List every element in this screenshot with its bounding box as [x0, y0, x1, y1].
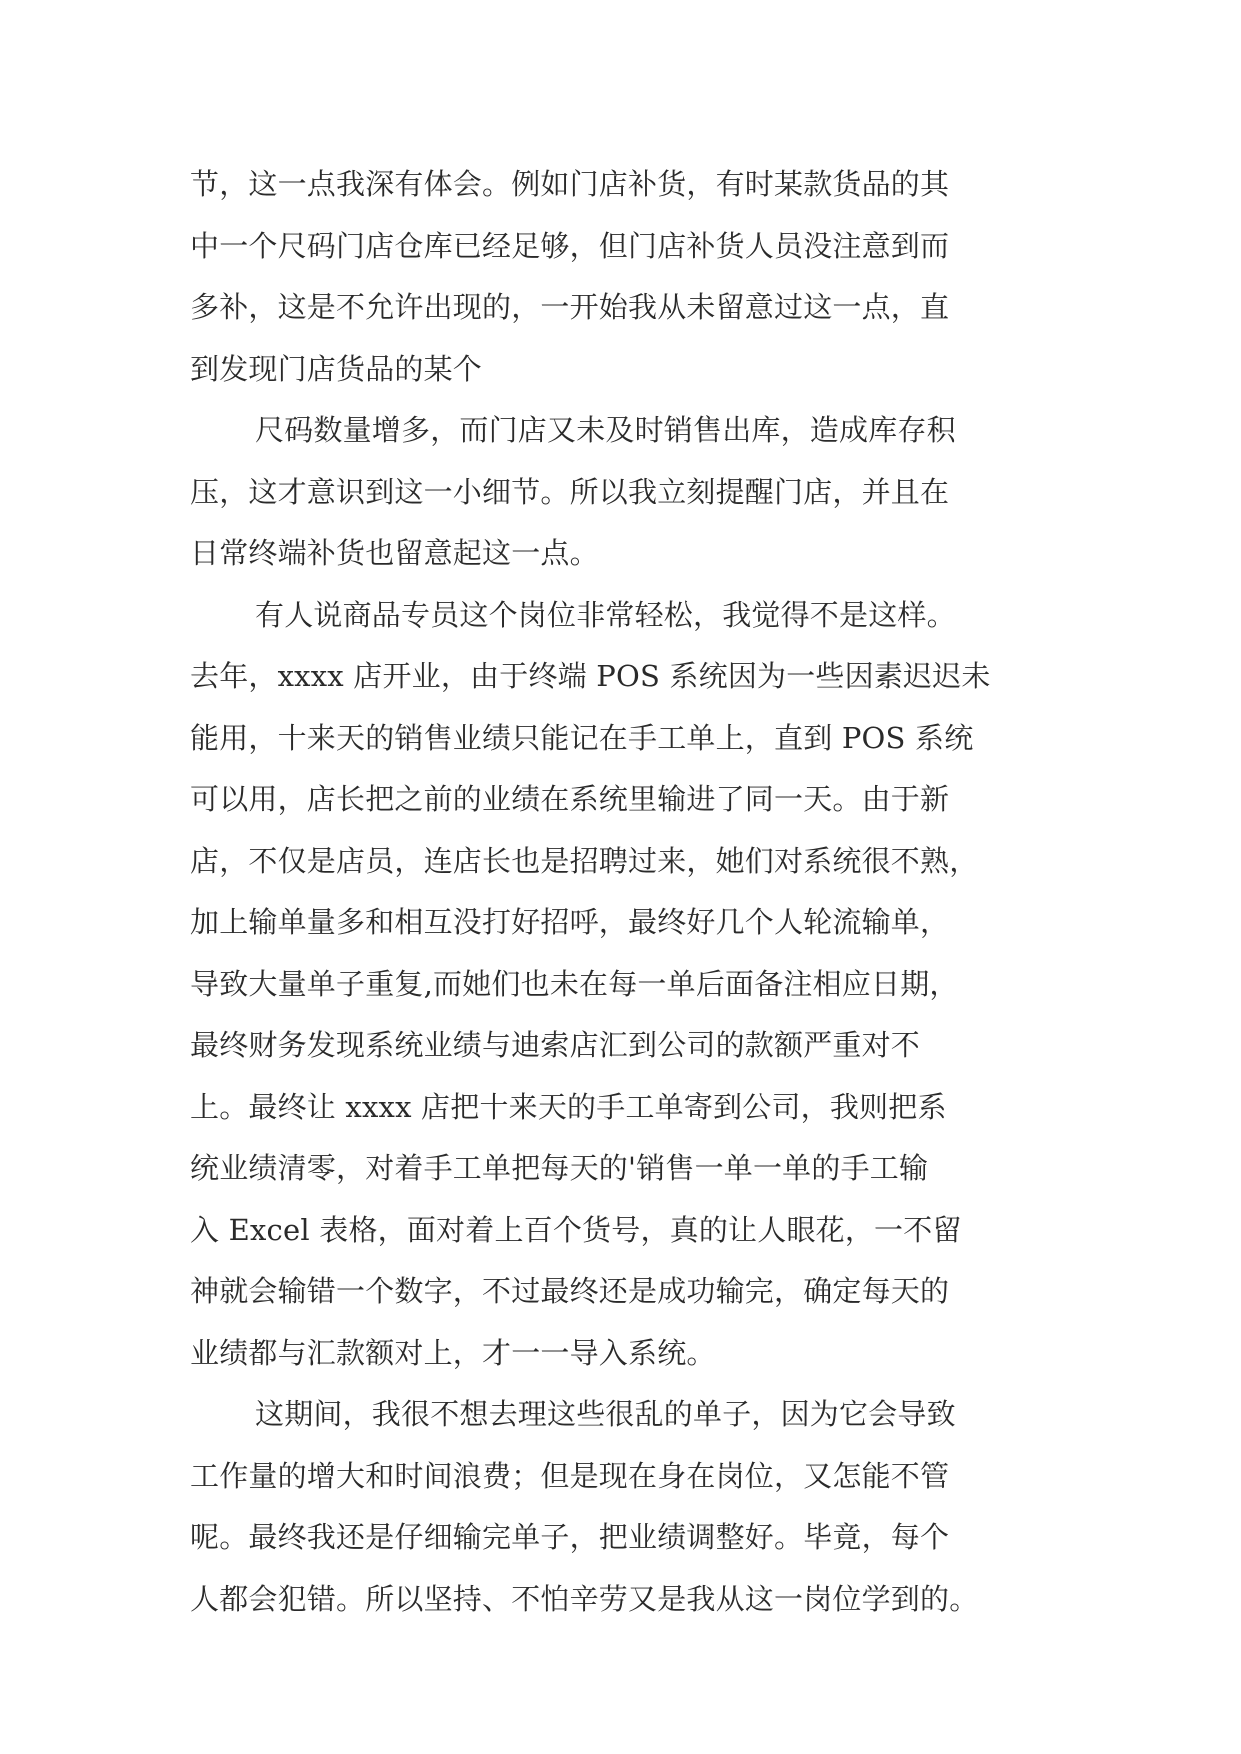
text-line: 工作量的增大和时间浪费；但是现在身在岗位，又怎能不管 [190, 1458, 950, 1493]
text-line: 神就会输错一个数字，不过最终还是成功输完，确定每天的 [190, 1274, 950, 1308]
paragraph-start-line: 这期间，我很不想去理这些很乱的单子，因为它会导致 [255, 1397, 956, 1431]
paragraph-start-line: 尺码数量增多，而门店又未及时销售出库，造成库存积 [255, 413, 956, 447]
text-line: 去年，xxxx 店开业，由于终端 POS 系统因为一些因素迟迟未 [190, 659, 991, 693]
text-line: 中一个尺码门店仓库已经足够，但门店补货人员没注意到而 [190, 228, 950, 263]
text-line: 店，不仅是店员，连店长也是招聘过来，她们对系统很不熟， [190, 843, 979, 878]
text-line: 压，这才意识到这一小细节。所以我立刻提醒门店，并且在 [190, 474, 950, 509]
text-line: 日常终端补货也留意起这一点。 [190, 536, 599, 570]
text-line: 加上输单量多和相互没打好招呼，最终好几个人轮流输单， [190, 905, 950, 939]
text-line: 到发现门店货品的某个 [190, 351, 483, 386]
text-line: 业绩都与汇款额对上，才一一导入系统。 [190, 1335, 716, 1370]
text-line: 可以用，店长把之前的业绩在系统里输进了同一天。由于新 [190, 782, 950, 816]
text-line: 多补，这是不允许出现的，一开始我从未留意过这一点，直 [190, 290, 950, 324]
text-line: 呢。最终我还是仔细输完单子，把业绩调整好。毕竟，每个 [190, 1520, 950, 1554]
text-line: 能用，十来天的销售业绩只能记在手工单上，直到 POS 系统 [190, 720, 974, 755]
text-line: 入 Excel 表格，面对着上百个货号，真的让人眼花，一不留 [190, 1212, 962, 1247]
document-body [190, 154, 1050, 1630]
text-line: 人都会犯错。所以坚持、不怕辛劳又是我从这一岗位学到的。 [190, 1581, 979, 1616]
text-line: 节，这一点我深有体会。例如门店补货，有时某款货品的其 [190, 167, 950, 201]
text-line: 最终财务发现系统业绩与迪索店汇到公司的款额严重对不 [190, 1028, 921, 1062]
text-line: 统业绩清零，对着手工单把每天的'销售一单一单的手工输 [190, 1151, 929, 1185]
paragraph-start-line: 有人说商品专员这个岗位非常轻松，我觉得不是这样。 [255, 597, 956, 632]
text-line: 导致大量单子重复,而她们也未在每一单后面备注相应日期， [190, 966, 959, 1001]
text-line: 上。最终让 xxxx 店把十来天的手工单寄到公司，我则把系 [190, 1089, 947, 1124]
